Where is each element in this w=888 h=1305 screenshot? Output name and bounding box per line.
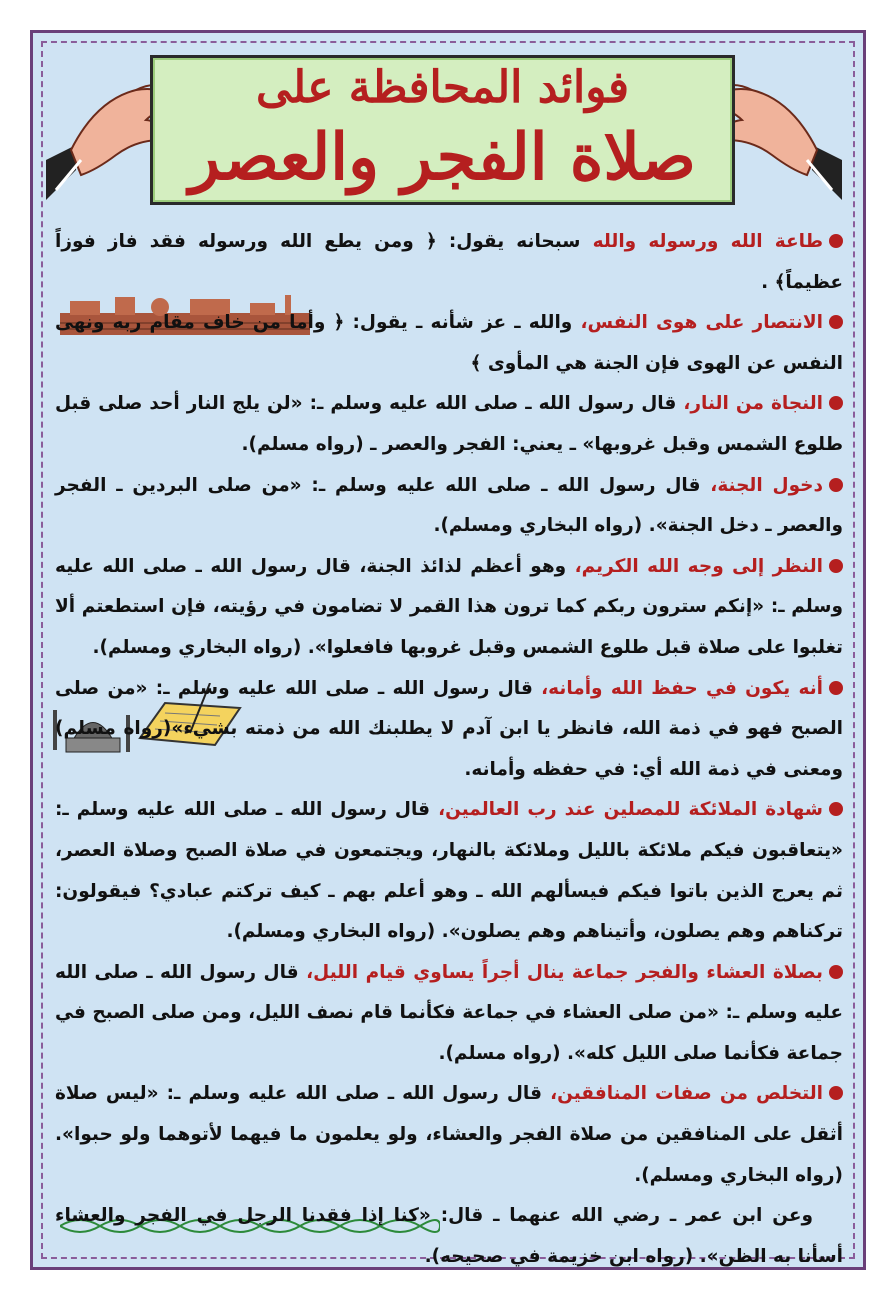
benefit-text: قال رسول الله ـ صلى الله عليه وسلم ـ: «لن يلج النار أحد صلى قبل طلوع الشمس وقبل غروبها» ـ يعني: الفجر والعصر ـ (رواه مسلم). [55,393,843,455]
benefit-text: والله ـ عز شأنه ـ يقول: ﴿ وأما من خاف مقام ربه ونهى النفس عن الهوى فإن الجنة هي المأوى ﴾ [55,312,843,374]
benefit-item [55,669,843,791]
bullet-icon [829,559,843,573]
benefit-heading: الانتصار على هوى النفس، [580,312,823,334]
bullet-icon [829,478,843,492]
benefit-item [55,303,843,384]
benefit-item [55,222,843,303]
benefit-item [55,953,843,1075]
benefit-text: قال رسول الله ـ صلى الله عليه وسلم ـ: «يتعاقبون فيكم ملائكة بالليل وملائكة بالنهار، ويجتمعون في صلاة الصبح وصلاة العصر، ثم يعرج الذين باتوا فيكم فيسألهم الله ـ وهو أعلم بهم ـ كيف تركتم عبادي؟ فيقولون: تركناهم وهم يصلون، وأتيناهم وهم يصلون». (رواه البخاري ومسلم). [55,799,843,943]
benefit-heading: شهادة الملائكة للمصلين عند رب العالمين، [438,799,824,821]
benefit-heading: أنه يكون في حفظ الله وأمانه، [541,677,824,699]
benefit-text: سبحانه يقول: ﴿ ومن يطع الله ورسوله فقد فاز فوزاً عظيماً﴾ . [55,231,843,293]
benefit-heading: التخلص من صفات المنافقين، [550,1083,823,1105]
bullet-icon [829,965,843,979]
benefit-text: قال رسول الله ـ صلى الله عليه وسلم ـ: «من صلى الصبح فهو في ذمة الله، فانظر يا ابن آدم لا يطلبنك الله من ذمته بشيء»(رواه مسلم) ومعنى في ذمة الله أي: في حفظه وأمانه. [55,677,843,780]
article-body [55,222,843,1277]
benefit-item [55,466,843,547]
benefit-heading: دخول الجنة، [710,474,823,496]
benefit-heading: بصلاة العشاء والفجر جماعة ينال أجراً يساوي قيام الليل، [306,961,823,983]
title-line-1: فوائد المحافظة على [255,62,630,113]
bullet-icon [829,1086,843,1100]
benefit-item [55,790,843,952]
bullet-icon [829,681,843,695]
title-box [150,55,735,205]
benefit-heading: النظر إلى وجه الله الكريم، [574,555,823,577]
bullet-icon [829,234,843,248]
benefit-item [55,384,843,465]
benefit-text: قال رسول الله ـ صلى الله عليه وسلم ـ: «من صلى العشاء في جماعة فكأنما قام نصف الليل، ومن صلى الصبح في جماعة فكأنما صلى الليل كله». (رواه مسلم). [55,961,843,1064]
benefit-item [55,1074,843,1196]
closing-paragraph: وعن ابن عمر ـ رضي الله عنهما ـ قال: «كنا إذا فقدنا الرجل في الفجر والعشاء أسأنا به الظن». (رواه ابن خزيمة في صحيحه). [55,1205,843,1267]
benefit-text: قال رسول الله ـ صلى الله عليه وسلم ـ: «ليس صلاة أثقل على المنافقين من صلاة الفجر والعشاء، ولو يعلمون ما فيهما لأتوهما ولو حبوا». (رواه البخاري ومسلم). [55,1083,843,1186]
bullet-icon [829,802,843,816]
benefit-text: قال رسول الله ـ صلى الله عليه وسلم ـ: «من صلى البردين ـ الفجر والعصر ـ دخل الجنة». (رواه البخاري ومسلم). [55,474,843,537]
benefit-heading: النجاة من النار، [683,393,823,415]
benefit-text: وهو أعظم لذائذ الجنة، قال رسول الله ـ صلى الله عليه وسلم ـ: «إنكم سترون ربكم كما ترون هذا القمر لا تضامون في رؤيته، فإن استطعتم ألا تغلبوا على صلاة قبل طلوع الشمس وقبل غروبها فافعلوا». (رواه البخاري ومسلم). [55,555,843,658]
benefit-heading: طاعة الله ورسوله والله [592,231,823,252]
benefit-item [55,547,843,669]
bullet-icon [829,315,843,329]
title-line-2: صلاة الفجر والعصر [189,120,696,195]
bullet-icon [829,396,843,410]
